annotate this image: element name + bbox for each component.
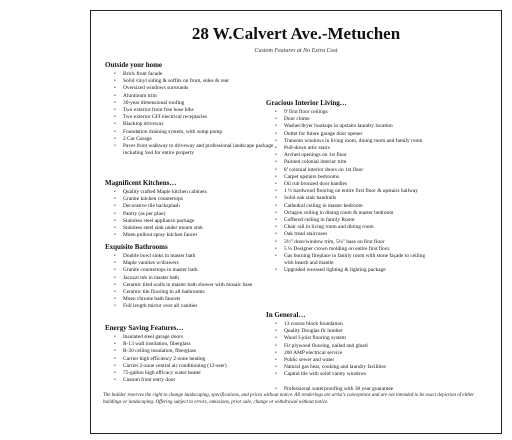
list-item-text: Stainless steel sink under mount sink — [123, 225, 203, 232]
list-item — [105, 232, 275, 239]
bullet-icon: • — [275, 153, 277, 159]
feature-sheet — [90, 10, 502, 434]
list-item — [105, 93, 275, 100]
list-item-text: Jacuzzi tub in master bath — [123, 274, 179, 281]
list-item — [266, 188, 428, 195]
property-subtitle: Custom Features at No Extra Cost — [254, 48, 338, 54]
bullet-icon: • — [114, 268, 116, 274]
list-item — [266, 371, 428, 378]
list-item-text: Natural gas heat, cooking and laundry facilities — [284, 364, 386, 371]
bullet-icon: • — [114, 86, 116, 92]
list-item-text: 9' first floor ceilings — [284, 109, 328, 115]
list-item-text: Decorative tile backsplash — [123, 203, 180, 210]
list-item — [105, 100, 275, 107]
bullet-icon: • — [114, 282, 116, 288]
list-item — [266, 267, 428, 274]
list-item — [105, 211, 275, 218]
list-item — [266, 246, 428, 253]
list-item — [105, 203, 275, 210]
bullet-icon: • — [275, 131, 277, 137]
list-item-text: Granite kitchen countertops — [123, 196, 183, 203]
list-item-text: R-13 wall insulation, fiberglass — [123, 341, 191, 348]
bullet-icon: • — [275, 160, 277, 166]
feature-list — [105, 71, 275, 157]
section-heading: Exquisite Bathrooms — [105, 243, 168, 251]
list-item — [105, 253, 275, 260]
list-item-text: Solid vinyl siding & soffits on front, sides & rear — [123, 78, 229, 85]
section-heading: Outside your home — [105, 61, 163, 69]
list-item — [105, 218, 275, 225]
list-item-text: 200 AMP electrical service — [284, 349, 343, 356]
bullet-icon: • — [114, 261, 116, 267]
bullet-icon: • — [275, 110, 277, 115]
list-item-text: Painted colonial interior trim — [284, 159, 347, 166]
list-item-text: Foundation draining system, with sump pump — [123, 128, 223, 135]
list-item-text: Full length mirror over all vanities — [123, 303, 198, 310]
bullet-icon: • — [114, 122, 116, 128]
list-item — [105, 363, 275, 370]
bullet-icon: • — [114, 349, 116, 355]
section-kitchen — [105, 179, 275, 239]
list-item — [266, 253, 428, 267]
list-item — [266, 335, 428, 342]
list-item-text: 8' colonial interior doors on 1st floor — [284, 166, 364, 173]
list-item-text: Oversized windows surrounds — [123, 85, 189, 92]
bullet-icon: • — [114, 136, 116, 142]
section-heading: Magnificent Kitchens… — [105, 179, 177, 187]
list-item-text: 3½" door/window trim, 5¼" base on first floor — [284, 238, 385, 245]
bullet-icon: • — [275, 232, 277, 238]
list-item — [105, 296, 275, 303]
list-item-text: Stainless steel appliance package — [123, 217, 195, 224]
list-item — [105, 114, 275, 121]
list-item — [266, 364, 428, 371]
list-item — [105, 377, 275, 384]
list-item-text: Chair rail in living room and dining room — [284, 224, 374, 231]
bullet-icon: • — [114, 378, 116, 384]
section-interior — [266, 99, 428, 275]
bullet-icon: • — [114, 233, 116, 239]
list-item-text: 2 Car Garage — [123, 135, 152, 142]
list-item — [105, 267, 275, 274]
list-item-text: Upgraded recessed lighting & lighting package — [284, 267, 386, 274]
bullet-icon: • — [114, 190, 116, 195]
list-item-text: Two exterior GFI electrical receptacles — [123, 114, 208, 121]
list-item-text: 75-gallon high efficacy water heater — [123, 370, 202, 377]
bullet-icon: • — [114, 363, 116, 369]
bullet-icon: • — [275, 117, 277, 123]
bullet-icon: • — [114, 254, 116, 259]
bullet-icon: • — [114, 79, 116, 85]
list-item-text: Double bowl sinks in master bath — [123, 253, 196, 259]
feature-list — [105, 334, 275, 384]
list-item-text: Granite countertops in master bath — [123, 267, 198, 274]
list-item — [266, 138, 428, 145]
disclaimer-text: The builder reserves the right to change landscaping, specifications, and prices without notice. All renderings are artist's conceptions and are not intended to be exact depiction of either buildings or landscaping. Offering subject to errors, omissions, prior sale, change or withdrawal without notice. — [103, 393, 475, 405]
section-heading: Energy Saving Features… — [105, 324, 184, 332]
bullet-icon: • — [275, 386, 277, 392]
list-item-text: 13 course block foundation — [284, 321, 343, 327]
section-heading: In General… — [266, 311, 306, 319]
list-item-text: Door chime — [284, 116, 310, 123]
list-item-text: Gas burning fireplace in family room with stone façade to ceiling with hearth and mantle — [284, 253, 426, 267]
list-item — [266, 167, 428, 174]
list-item — [105, 348, 275, 355]
bullet-icon: • — [114, 129, 116, 135]
list-item — [266, 386, 428, 393]
list-item — [266, 195, 428, 202]
bullet-icon: • — [114, 371, 116, 377]
list-item — [105, 78, 275, 85]
list-item-text: Arched openings on 1st floor — [284, 152, 347, 159]
bullet-icon: • — [114, 108, 116, 114]
list-item-text: Capital tile with solid vanity windows — [284, 371, 367, 378]
bullet-icon: • — [114, 335, 116, 340]
list-item-text: Wood I-joist flooring system — [284, 335, 347, 342]
bullet-icon: • — [275, 167, 277, 173]
bullet-icon: • — [114, 115, 116, 121]
feature-list — [105, 253, 275, 311]
bullet-icon: • — [275, 254, 277, 260]
bullet-icon: • — [275, 138, 277, 144]
list-item — [105, 303, 275, 310]
list-item-text: Maple vanities w/drawers — [123, 260, 179, 267]
list-item — [105, 85, 275, 92]
list-item — [105, 143, 275, 157]
section-energy — [105, 324, 275, 384]
section-outside — [105, 61, 275, 157]
bullet-icon: • — [114, 290, 116, 296]
list-item — [105, 196, 275, 203]
list-item-text: Aluminum trim — [123, 92, 157, 99]
feature-list — [105, 189, 275, 239]
list-item — [266, 350, 428, 357]
list-item-text: 1 ½ hardwood flooring on entire first floor & upstairs hallway — [284, 188, 418, 195]
list-item — [266, 174, 428, 181]
bullet-icon: • — [275, 196, 277, 202]
list-item — [266, 210, 428, 217]
bullet-icon: • — [114, 304, 116, 310]
list-item — [266, 131, 428, 138]
list-item-text: Solid oak stair handrails — [284, 195, 337, 202]
list-item-text: Insulated steel garage doors — [123, 334, 184, 340]
list-item — [105, 121, 275, 128]
list-item-text: Ceramic tiled walls in master bath shower with mosaic base — [123, 281, 253, 288]
list-item — [266, 109, 428, 116]
property-title: 28 W.Calvert Ave.-Metuchen — [191, 24, 401, 43]
list-item-text: Paver front walkway to driveway and professional landscape package including Sod for entire property — [123, 143, 274, 157]
bullet-icon: • — [275, 124, 277, 130]
bullet-icon: • — [275, 189, 277, 195]
list-item — [105, 356, 275, 363]
feature-list — [266, 109, 428, 275]
list-item-text: Brick front facade — [123, 71, 163, 77]
list-item-text: Moen pullout spray kitchen faucet — [123, 232, 197, 239]
section-general — [266, 311, 428, 393]
list-item-text: Pantry (as per plan) — [123, 210, 166, 217]
list-item-text: Carpet upstairs bedrooms — [284, 173, 340, 180]
bullet-icon: • — [275, 182, 277, 188]
bullet-icon: • — [114, 342, 116, 348]
section-bathrooms — [105, 243, 275, 311]
list-item — [266, 203, 428, 210]
list-item-text: Washer/dryer hookups in upstairs laundry location — [284, 123, 393, 130]
bullet-icon: • — [275, 218, 277, 224]
list-item-text: Coffered ceiling in family Room — [284, 217, 355, 224]
list-item-text: Transom windows in living room, dining room and family room — [284, 137, 423, 144]
bullet-icon: • — [275, 203, 277, 209]
list-item-text: Octagon ceiling in dining room & master bedroom — [284, 209, 394, 216]
list-item-text: Carrier 2-zone central air conditioning (13-seer) — [123, 362, 227, 369]
bullet-icon: • — [114, 226, 116, 232]
list-item — [105, 136, 275, 143]
bullet-icon: • — [275, 350, 277, 356]
bullet-icon: • — [275, 225, 277, 231]
bullet-icon: • — [114, 211, 116, 217]
bullet-icon: • — [275, 268, 277, 274]
bullet-icon: • — [275, 329, 277, 335]
list-item-text: Quality Douglas fir lumber — [284, 328, 343, 335]
list-item-text: Carrier high efficiency 2-zone heating — [123, 355, 206, 362]
list-item — [266, 239, 428, 246]
list-item-text: R-30 ceiling insulation, fiberglass — [123, 348, 196, 355]
bullet-icon: • — [114, 144, 116, 150]
bullet-icon: • — [275, 358, 277, 364]
list-item — [266, 224, 428, 231]
list-item — [266, 343, 428, 350]
list-item — [105, 107, 275, 114]
list-item-text: Ceramic tile flooring in all bathrooms — [123, 289, 205, 296]
list-item — [266, 231, 428, 238]
bullet-icon: • — [275, 146, 277, 152]
list-item-text: Professional waterproofing with 30 year guarantee — [284, 385, 394, 392]
bullet-icon: • — [114, 100, 116, 106]
list-item-text: Outlet for future garage door opener — [284, 130, 363, 137]
list-item — [266, 217, 428, 224]
feature-list — [266, 321, 428, 393]
list-item — [266, 152, 428, 159]
list-item-text: Pull-down attic stairs — [284, 145, 330, 152]
list-item-text: Blacktop driveway — [123, 121, 164, 128]
list-item-text: Public sewer and water — [284, 357, 335, 364]
bullet-icon: • — [114, 356, 116, 362]
list-item-text: 30-year dimensional roofing — [123, 99, 185, 106]
bullet-icon: • — [275, 246, 277, 252]
list-item-text: Oil rub bronzed door handles — [284, 181, 348, 188]
list-item-text: Oak tread staircases — [284, 231, 328, 238]
bullet-icon: • — [114, 218, 116, 224]
bullet-icon: • — [275, 336, 277, 342]
section-heading: Gracious Interior Living… — [266, 99, 347, 107]
bullet-icon: • — [114, 197, 116, 203]
bullet-icon: • — [275, 372, 277, 378]
list-item-text: 5 ¼ Designer crown molding on entire first floor. — [284, 245, 391, 252]
list-item-text: Two exterior front free hose bibs — [123, 107, 194, 114]
bullet-icon: • — [114, 72, 116, 77]
list-item-text: Custom front entry door — [123, 377, 176, 384]
list-item — [266, 116, 428, 123]
bullet-icon: • — [275, 174, 277, 180]
list-item-text: Moen chrome bath faucets — [123, 296, 181, 303]
bullet-icon: • — [114, 297, 116, 303]
list-item-text: Quality crafted Maple kitchen cabinets — [123, 189, 207, 195]
bullet-icon: • — [275, 210, 277, 216]
bullet-icon: • — [114, 93, 116, 99]
bullet-icon: • — [275, 343, 277, 349]
list-item — [105, 189, 275, 196]
bullet-icon: • — [114, 275, 116, 281]
bullet-icon: • — [275, 365, 277, 371]
list-item — [105, 260, 275, 267]
list-item — [266, 123, 428, 130]
list-item — [105, 282, 275, 289]
list-item-text: Cathedral ceiling in master bedroom — [284, 202, 363, 209]
bullet-icon: • — [275, 322, 277, 327]
list-item — [266, 159, 428, 166]
list-item — [266, 379, 428, 386]
bullet-icon: • — [114, 204, 116, 210]
list-item — [105, 275, 275, 282]
list-item — [105, 129, 275, 136]
list-item-text: Fir plywood flooring, nailed and glued — [284, 342, 368, 349]
bullet-icon: • — [275, 239, 277, 245]
